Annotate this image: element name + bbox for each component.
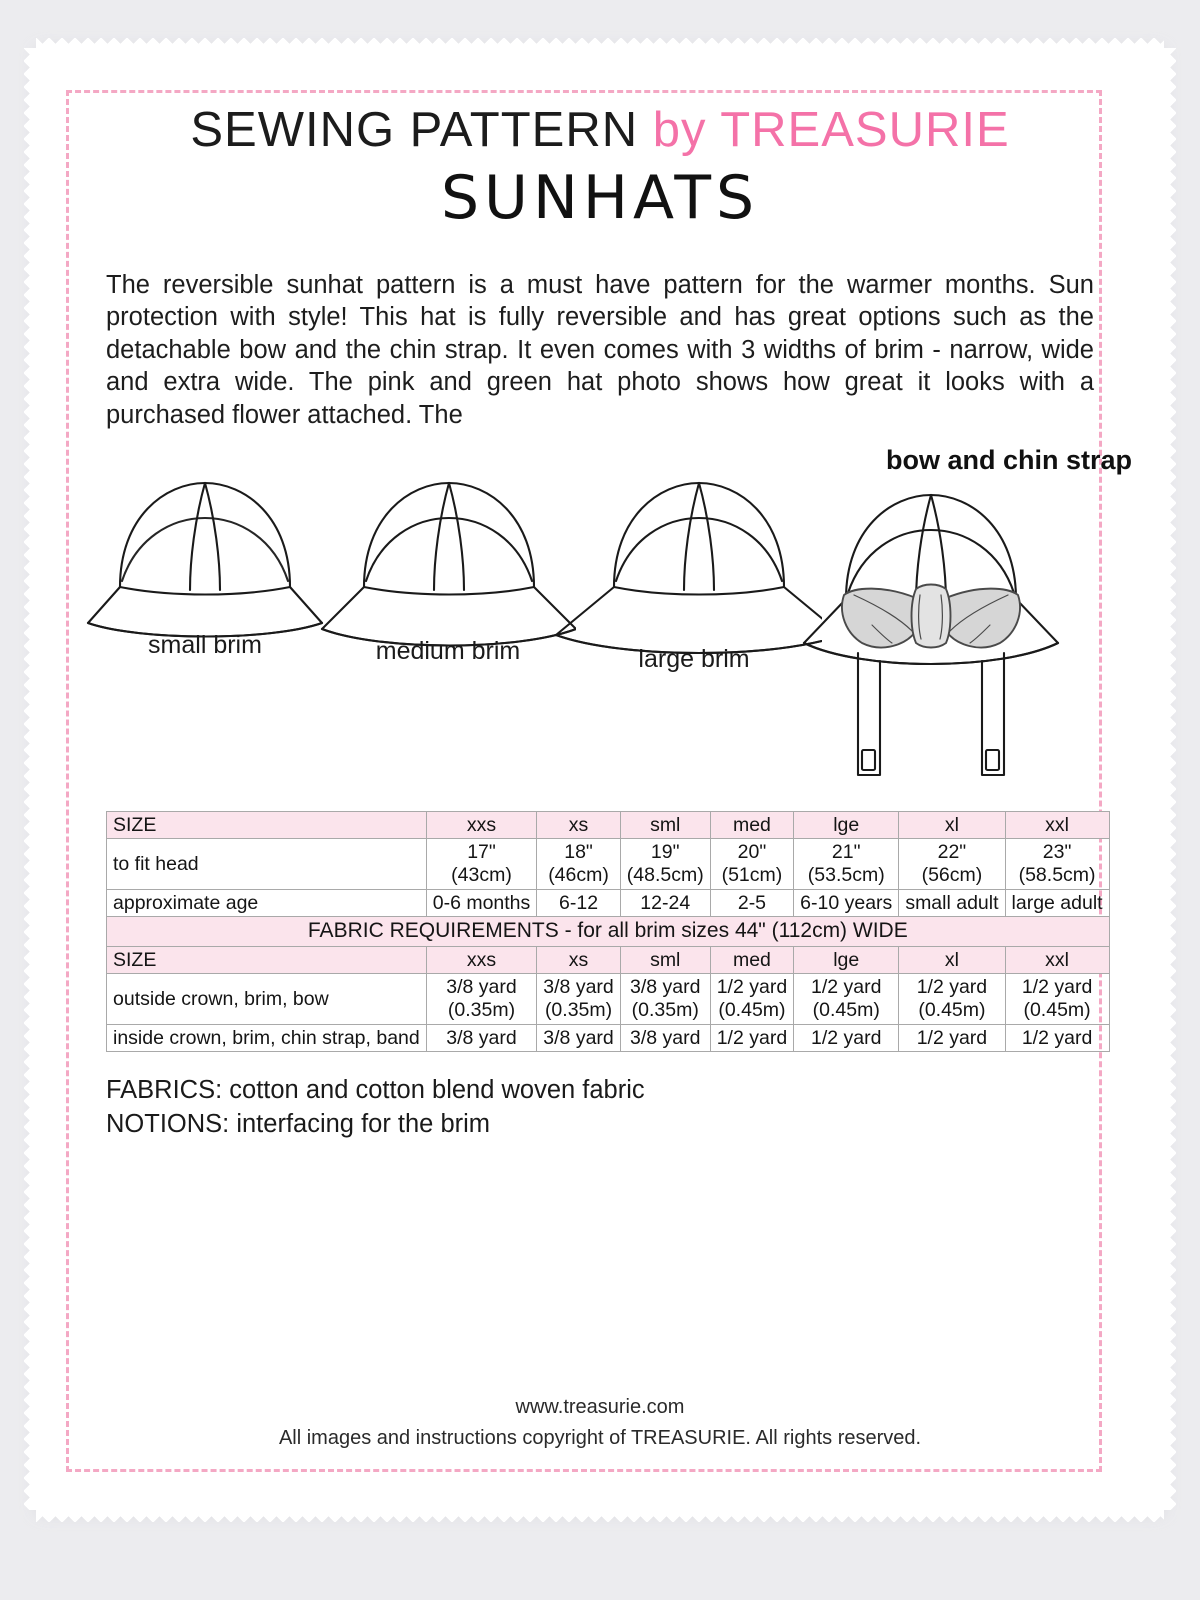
cell-age-xs: 6-12 [537, 889, 620, 917]
fabric-size-header-xxl: xxl [1005, 946, 1109, 974]
large-brim-hat-svg [552, 469, 822, 655]
small-brim-hat-svg [80, 469, 330, 639]
measurements-and-fabric-table [106, 811, 1103, 1052]
page-title [36, 103, 1164, 157]
cell-head-lge [794, 839, 899, 889]
page-content [36, 48, 1164, 1510]
row-label-outside-crown: outside crown, brim, bow [107, 974, 427, 1024]
cell-head-xs [537, 839, 620, 889]
pinked-edge-left [24, 48, 36, 1510]
size-header-label: SIZE [107, 811, 427, 839]
table-row-size-header [107, 811, 1110, 839]
fabric-size-header-xxs: xxs [426, 946, 537, 974]
cell-head-med-cm: (51cm) [721, 864, 783, 887]
hat-illustration-large-brim [552, 469, 822, 673]
hat-illustrations [36, 445, 1164, 805]
hat-illustration-bow-chin-strap [788, 485, 1068, 790]
cell-head-med-in: 20" [737, 841, 767, 864]
title-sewing-pattern: SEWING PATTERN [190, 103, 639, 157]
table-row-fabric-size-header [107, 946, 1110, 974]
fabric-size-header-xl: xl [899, 946, 1005, 974]
cell-outside-lge-yd: 1/2 yard [811, 976, 882, 999]
footer-website: www.treasurie.com [515, 1396, 685, 1418]
cell-age-med: 2-5 [710, 889, 793, 917]
fabric-requirements-banner: FABRIC REQUIREMENTS - for all brim sizes 44" (112cm) WIDE [107, 917, 1110, 946]
cell-inside-med: 1/2 yard [710, 1024, 793, 1052]
cell-outside-xxs-m: (0.35m) [447, 998, 516, 1021]
cell-head-sml [620, 839, 710, 889]
cell-inside-sml: 3/8 yard [620, 1024, 710, 1052]
row-label-to-fit-head: to fit head [107, 839, 427, 889]
fabric-size-header-lge: lge [794, 946, 899, 974]
intro-paragraph: The reversible sunhat pattern is a must have pattern for the warmer months. Sun protection with style! This hat is fully reversible and has great options such as the detachable bow and the chin strap. It even comes with 3 widths of brim - narrow, wide and extra wide. The pink and green hat photo shows how great it looks with a purchased flower attached. The [106, 271, 1094, 429]
cell-inside-xxs: 3/8 yard [426, 1024, 537, 1052]
size-header-xl: xl [899, 811, 1005, 839]
cell-head-xxs-cm: (43cm) [451, 864, 512, 887]
cell-outside-sml-m: (0.35m) [631, 998, 699, 1021]
table-row-to-fit-head [107, 839, 1110, 889]
pinked-edge-right [1164, 48, 1176, 1510]
cell-head-xxs-in: 17" [467, 841, 496, 864]
fabric-size-header-sml: sml [620, 946, 710, 974]
cell-inside-xs: 3/8 yard [537, 1024, 620, 1052]
table-row-approximate-age [107, 889, 1110, 917]
hat-label-large-brim: large brim [638, 644, 750, 673]
materials-list [106, 1074, 1094, 1141]
row-label-inside-crown: inside crown, brim, chin strap, band [107, 1024, 427, 1052]
cell-outside-lge [794, 974, 899, 1024]
cell-age-xxl: large adult [1005, 889, 1109, 917]
fabric-size-header-med: med [710, 946, 793, 974]
cell-head-lge-in: 21" [831, 841, 861, 864]
size-header-xs: xs [537, 811, 620, 839]
cell-head-xl-in: 22" [937, 841, 967, 864]
cell-outside-xxl [1005, 974, 1109, 1024]
table-row-outside-crown [107, 974, 1110, 1024]
cell-head-sml-cm: (48.5cm) [626, 864, 704, 887]
hat-label-medium-brim: medium brim [375, 636, 521, 665]
size-header-med: med [710, 811, 793, 839]
size-header-lge: lge [794, 811, 899, 839]
footer-copyright: All images and instructions copyright of TREASURIE. All rights reserved. [278, 1427, 922, 1449]
cell-outside-xxs [426, 974, 537, 1024]
cell-head-xs-cm: (46cm) [548, 864, 609, 887]
hat-illustration-medium-brim [316, 469, 576, 665]
cell-outside-xl-m: (0.45m) [918, 998, 986, 1021]
cell-outside-xs-m: (0.35m) [544, 998, 613, 1021]
hat-illustration-small-brim [80, 469, 330, 659]
page-footer [36, 1392, 1164, 1454]
cell-outside-xxl-m: (0.45m) [1023, 998, 1091, 1021]
fabric-size-header-xs: xs [537, 946, 620, 974]
cell-inside-lge: 1/2 yard [794, 1024, 899, 1052]
cell-age-sml: 12-24 [620, 889, 710, 917]
cell-head-xxs [426, 839, 537, 889]
cell-outside-sml [620, 974, 710, 1024]
cell-age-xxs: 0-6 months [426, 889, 537, 917]
page-subtitle: SUNHATS [440, 163, 760, 233]
row-label-approximate-age: approximate age [107, 889, 427, 917]
cell-head-xs-in: 18" [564, 841, 593, 864]
cell-outside-xs-yd: 3/8 yard [543, 976, 614, 999]
cell-head-sml-in: 19" [650, 841, 680, 864]
fabric-size-header-label: SIZE [107, 946, 427, 974]
cell-head-xxl-in: 23" [1042, 841, 1072, 864]
sizes-table [106, 811, 1110, 1052]
cell-head-xxl-cm: (58.5cm) [1018, 864, 1096, 887]
cell-outside-xxl-yd: 1/2 yard [1021, 976, 1093, 999]
size-header-xxl: xxl [1005, 811, 1109, 839]
cell-inside-xxl: 1/2 yard [1005, 1024, 1109, 1052]
cell-head-xl-cm: (56cm) [921, 864, 983, 887]
cell-outside-med-m: (0.45m) [718, 998, 786, 1021]
table-row-inside-crown [107, 1024, 1110, 1052]
cell-age-lge: 6-10 years [794, 889, 899, 917]
notions-line: NOTIONS: interfacing for the brim [106, 1109, 491, 1138]
cell-head-xxl [1005, 839, 1109, 889]
fabrics-line: FABRICS: cotton and cotton blend woven fabric [106, 1076, 645, 1105]
cell-head-med [710, 839, 793, 889]
cell-outside-med-yd: 1/2 yard [716, 976, 788, 999]
hat-label-small-brim: small brim [148, 630, 262, 659]
cell-outside-lge-m: (0.45m) [812, 998, 880, 1021]
bow-chin-strap-hat-svg [788, 485, 1068, 785]
cell-age-xl: small adult [899, 889, 1005, 917]
cell-outside-xl [899, 974, 1005, 1024]
cell-outside-sml-yd: 3/8 yard [630, 976, 701, 999]
cell-outside-xl-yd: 1/2 yard [916, 976, 988, 999]
medium-brim-hat-svg [316, 469, 576, 647]
title-by-treasurie: by TREASURIE [652, 103, 1010, 157]
cell-outside-xs [537, 974, 620, 1024]
cell-head-lge-cm: (53.5cm) [807, 864, 885, 887]
size-header-sml: sml [620, 811, 710, 839]
cell-outside-med [710, 974, 793, 1024]
size-header-xxs: xxs [426, 811, 537, 839]
bow-chin-strap-heading: bow and chin strap [885, 444, 1132, 475]
table-row-fabric-banner [107, 917, 1110, 946]
cell-outside-xxs-yd: 3/8 yard [446, 976, 517, 999]
cell-inside-xl: 1/2 yard [899, 1024, 1005, 1052]
cell-head-xl [899, 839, 1005, 889]
